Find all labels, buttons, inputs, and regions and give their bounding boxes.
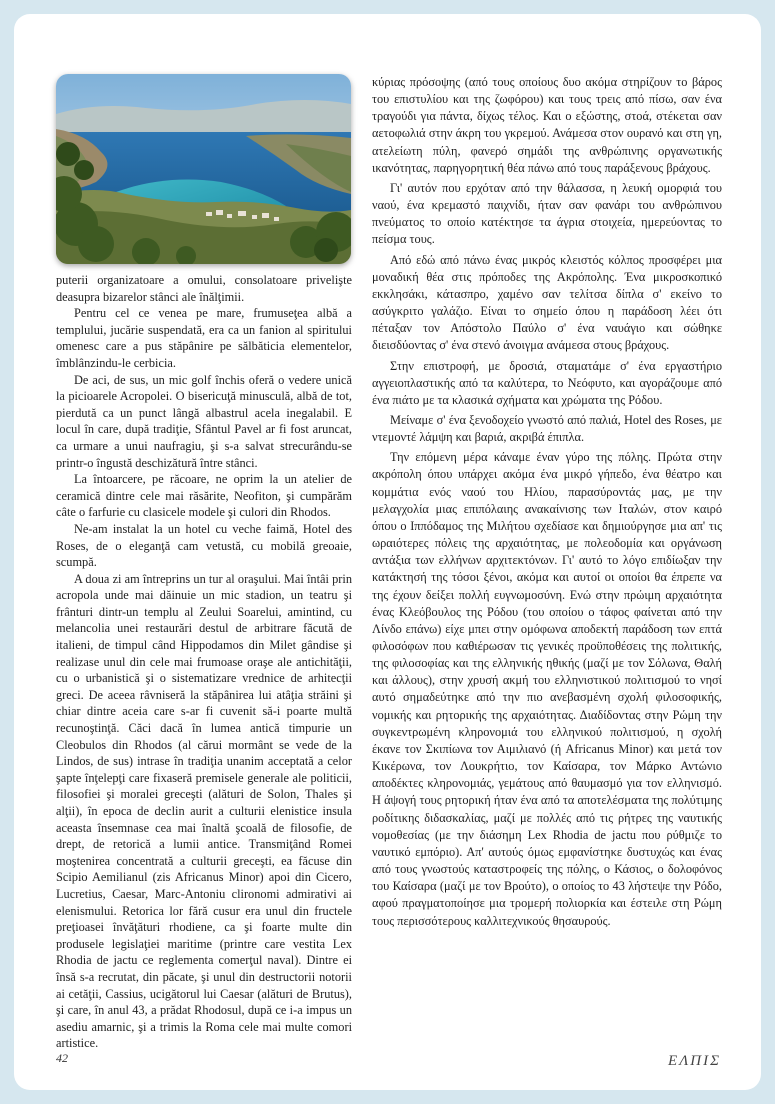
paragraph: Στην επιστροφή, με δροσιά, σταματάμε σ' ένα εργαστήριο αγγειοπλαστικής από τα καλύτερα, το Νεόφυτο, και αγοράζουμε από ένα πιάτο με τα κλασικά σχήματα και χρώματα της Ρόδου. xyxy=(372,358,722,407)
paragraph: Την επόμενη μέρα κάναμε έναν γύρο της πόλης. Πρώτα στην ακρόπολη όπου υπάρχει ακόμα ένα μικρό γήπεδο, ένα θέατρο και κομμάτια ενός ναού του Ηλίου, παρασύροντάς μας, με την μελαγχολία μιας επιπόλαιης ανακαίνισης των Ιταλών, στον καιρό όπου ο Ιππόδαμος της Μιλήτου σχεδίασε και δημιούργησε μια απ' τις ωραιότερες πόλεις της αρχαιότητας, με πολεοδομία και οργάνωση αντάξια των ελλήνων αρχιτεκτόνων. Γι' αυτό το λόγο επιδίωξαν την κατάκτησή της τόσοι ξένοι, ακόμα και αυτοί οι οποίοι θα έπρεπε να της έχουν δείξει πολλή ευγνωμοσύνη. Ενώ στην πρώιμη αρχαιότητα ένας Κλεόβουλος της Ρόδου (του οποίου ο τάφος φαίνεται από την Λίνδο επάνω) είχε μπει στην ομόφωνα αποδεκτή παράδοση των επτά φιλοσόφων που καθιέρωσαν τις γενικές προϋποθέσεις της πολιτικής, της φιλοσοφίας και της ελληνικής ηθικής (μαζί με τον Σόλωνα, Θαλή και άλλους), στην χρυσή ακμή του ελληνιστικού πολιτισμού το νησί αυτό σημαδεύτηκε από την πιο ανεβασμένη σχολή φιλοσοφικής, νομικής και ρητορικής της αρχαιότητας. Διαδίδοντας στην Ρώμη την συγκεντρωμένη κληρονομιά του ελληνικού πολιτισμού, η σχολή έκανε τον Σκιπίωνα τον Αιμιλιανό (ή Africanus Minor) και μετά τον Κικέρωνα, τον Λουκρήτιο, τον Καίσαρα, τον Μάρκο Αντώνιο αποδέκτες κληρονομιάς, γεμάτους από θαυμασμό για τον ελληνισμό. Η άψογή τους ρητορική ήταν ένα από τα αποτελέσματα της πολύτιμης ροδίτικης διδασκαλίας, μαζί με πολλές από τις ρήτρες της ναυτικής νομοθεσίας (με την διάσημη Lex Rhodia de jactu που ρύθμιζε το ναυτικό εμπόριο). Απ' αυτούς όμως εμφανίστηκε δυστυχώς και ένας από τους γνωστούς καταστροφείς της πόλης, ο Κάσιος, ο δολοφόνος του Καίσαρα (μαζί με τον Βρούτο), ο οποίος το 43 λήστεψε την Ρόδο, αφού πραγματοποίησε μια τρομερή πολιορκία και έστειλε στη Ρώμη τους περισσότερους καλλιτεχνικούς θησαυρούς. xyxy=(372,450,722,928)
paragraph: Pentru cel ce venea pe mare, frumuseţea albă a templului, jucărie suspendată, era ca un fanion al spiritului omenesc care a pus stăpânire pe sălbăticia elementelor, îmblânzindu-le cerbicia. xyxy=(56,306,352,370)
left-column xyxy=(56,272,352,1052)
paragraph: Γι' αυτόν που ερχόταν από την θάλασσα, η λευκή ομορφιά του ναού, ένα κρεμαστό παιχνίδι, ήταν σαν φανάρι του ανθρώπινου πνεύματος το οποίο κατέκτησε τα άγρια στοιχεία, ημερεύοντας το πείσμα τους. xyxy=(372,180,722,247)
journal-name: ΕΛΠΙΣ xyxy=(668,1053,721,1069)
paragraph: κύριας πρόσοψης (από τους οποίους δυο ακόμα στηρίζουν το βάρος του επιστυλίου και της ζωφόρου) και τους τρεις από πίσω, σαν ένα τραγούδι για πάντα, δίχως τέλος. Και ο εξώστης, στοά, στέκεται σαν αετοφωλιά στην άκρη του γκρεμού. Ανάμεσα στον ουρανό και στη γη, ατελείωτη πύλη, φανερό σημάδι της ανθρώπινης οργανωτικής ικανότητας, παρηγορητική θέα πάνω από τους παράξενους βράχους. xyxy=(372,75,722,175)
paragraph: puterii organizatoare a omului, consolatoare privelişte deasupra bizarelor stânci ale înălţimii. xyxy=(56,273,352,304)
right-column xyxy=(372,74,722,930)
paragraph: De aci, de sus, un mic golf închis oferă o vedere unică la picioarele Acropolei. O bisericuţă minusculă, albă de tot, pierdută ca un punct lângă albastrul acela inegalabil. E locul în care, după tradiţie, Sfântul Pavel ar fi fost aruncat, ca urmare a unui naufragiu, şi s-a salvat strecurându-se printr-o îngustă deschizătură între stânci. xyxy=(56,372,352,470)
landscape-photo xyxy=(56,74,351,264)
paragraph: La întoarcere, pe răcoare, ne oprim la un atelier de ceramică dintre cele mai răsărite, Neofiton, şi cumpărăm câte o farfurie cu clasicele modele şi culori din Rhodos. xyxy=(56,472,352,520)
paragraph: Μείναμε σ' ένα ξενοδοχείο γνωστό από παλιά, Hotel des Roses, με ντεμοντέ λάμψη και βαριά, ακριβά έπιπλα. xyxy=(372,412,722,445)
paragraph: A doua zi am întreprins un tur al oraşului. Mai întâi prin acropola unde mai dăinuie un mic stadion, un teatru şi frânturi dintr-un templu al Zeului Soarelui, amintind, cu melancolia unei restaurări destul de arbitrare făcută de italieni, de timpul când Hippodamos din Milet gândise şi realizase unul din cele mai frumoase oraşe ale antichităţii, cu o urbanistică şi o sistematizare vrednice de arhitecţii greci. De aceea râvniseră la stăpânirea lui atâţia străini şi chiar dintre aceia care s-ar fi cuvenit să-i poarte multă recunoştinţă. Căci dacă în lumea antică timpurie un Cleobulos din Rhodos (al cărui mormânt se vede de la Lindos, de sus) intrase în tradiţia unanim acceptată a celor şapte înţelepţi care fixaseră premisele generale ale politicii, filosofiei şi moralei greceşti (alături de Solon, Thales şi alţii), în epoca de declin aurit a culturii elenistice insula aceasta însemnase cea mai înaltă şcoală de filosofie, de drept, de retorică a lumii antice. Transmiţând Romei moştenirea concentrată a culturii greceşti, ea făcuse din Scipio Aemilianul (zis Africanus Minor) apoi din Cicero, Lucretius, Caesar, Marc-Antoniu clironomi admirativi ai elenismului. Retorica lor fără cusur era unul din fructele preţioasei învăţături rhodiene, ca şi foarte multe din produsele legislaţiei maritime (printre care vestita Lex Rhodia de jactu ce reglementa comerţul naval). Dintre ei însă s-a recrutat, din păcate, şi unul din destructorii notorii ai cetăţii, Cassius, ucigătorul lui Caesar (alături de Brutus), şi care, în anul 43, a prădat Rhodosul, după ce i-a impus un asediu amarnic, şi a trimis la Roma cele mai multe comori artistice. xyxy=(56,571,352,1051)
page-number: 42 xyxy=(56,1051,68,1065)
paragraph: Από εδώ από πάνω ένας μικρός κλειστός κόλπος προσφέρει μια μοναδική θέα στις πρόποδες της Ακρόπολης. Ένα μικροσκοπικό εκκλησάκι, κάτασπρο, χαμένο σαν τελίτσα δίπλα σ' εκείνο το ασύγκριτο γαλάζιο. Είναι το σημείο όπου η παράδοση λέει ότι πέταξαν τον Απόστολο Παύλο σ' ένα ναυάγιο και σώθηκε διεισδύοντας σ' ένα στενό άνοιγμα ανάμεσα στους βράχους. xyxy=(372,252,722,353)
paragraph: Ne-am instalat la un hotel cu veche faimă, Hotel des Roses, de o eleganţă cam vetustă, cu mobilă greoaie, scumpă. xyxy=(56,521,352,570)
page-frame xyxy=(14,14,761,1090)
